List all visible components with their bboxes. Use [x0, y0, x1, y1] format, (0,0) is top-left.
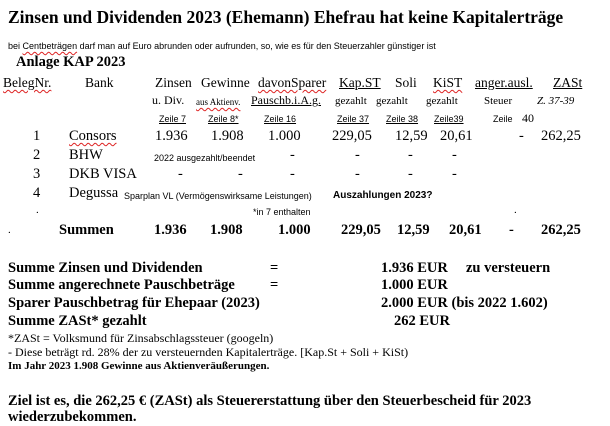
- divider-dot: .: [8, 224, 11, 236]
- summary-value: 262 EUR: [394, 313, 450, 329]
- row-soli: -: [408, 166, 413, 182]
- row-kist: -: [452, 147, 457, 163]
- row-soli: -: [408, 147, 413, 163]
- summary-eq: =: [270, 260, 279, 276]
- row-kapst: -: [355, 166, 360, 182]
- header-davon: davonSparer: [258, 75, 327, 90]
- row-nr: 4: [33, 185, 41, 201]
- header-gewinne-sub: [196, 97, 240, 107]
- divider-dot: .: [514, 204, 517, 216]
- row-kapst: -: [355, 147, 360, 163]
- row-bank: DKB VISA: [69, 166, 137, 182]
- summary-value: 2.000 EUR (bis 2022 1.602): [381, 295, 548, 311]
- footnote-zast: *ZASt = Volksmund für Zinsabschlagssteuer (googeln): [8, 331, 274, 345]
- header-zast: ZASt: [553, 75, 583, 90]
- row-gewinne: 1.908: [211, 128, 244, 144]
- zeile-label: Zeile 8*: [208, 114, 239, 124]
- row-kapst: 229,05: [332, 128, 372, 144]
- row-davon: -: [290, 166, 295, 182]
- header-kist-sub: gezahlt: [426, 95, 458, 107]
- row-zast: 262,25: [541, 128, 581, 144]
- header-anger: anger.ausl.: [475, 75, 533, 90]
- header-davon-sub: Pauschb.i.A.g.: [251, 93, 321, 107]
- note-prefix: bei: [8, 41, 21, 51]
- note-keyword: Centbeträgen: [22, 41, 78, 51]
- summen-kist: 20,61: [449, 222, 482, 238]
- zeile-label: Zeile: [493, 114, 513, 124]
- row-gewinne: -: [238, 166, 243, 182]
- header-belegnr: [3, 75, 51, 91]
- conclusion-line: Ziel ist es, die 262,25 € (ZASt) als Steuererstattung über den Steuerbescheid für 2023: [8, 393, 532, 409]
- row-bank: BHW: [69, 147, 103, 163]
- zeile-label: Zeile 38: [386, 114, 419, 124]
- row-davon: 1.000: [268, 128, 301, 144]
- zeile-label: 40: [522, 111, 534, 125]
- footnote-gains: Im Jahr 2023 1.908 Gewinne aus Aktienveräußerungen.: [8, 360, 270, 372]
- row-bank: Degussa: [69, 185, 119, 201]
- summary-extra: zu versteuern: [466, 260, 551, 276]
- summary-value: 1.936 EUR: [381, 260, 448, 276]
- zeile-label: Zeile 16: [264, 114, 297, 124]
- header-soli: Soli: [395, 75, 417, 90]
- zeile-label: Zeile 7: [159, 114, 187, 124]
- summary-value: 1.000 EUR: [381, 277, 448, 293]
- summary-label: Summe ZASt* gezahlt: [8, 313, 147, 329]
- row-nr: 2: [33, 147, 41, 163]
- row-kist: -: [452, 166, 457, 182]
- note-text: darf man auf Euro abrunden oder aufrunden, so, wie es für den Steuerzahler günstiger ist: [79, 41, 436, 51]
- header-gewinne-sub-label: aus Aktienv.: [196, 97, 241, 107]
- summen-label: Summen: [59, 222, 114, 238]
- row-soli: 12,59: [395, 128, 428, 144]
- summen-davon: 1.000: [278, 222, 311, 238]
- zeile-label: Zeile39: [434, 114, 464, 124]
- header-kapst: Kap.ST: [339, 75, 381, 90]
- section-heading: Anlage KAP 2023: [16, 54, 126, 70]
- header-kist: KiST: [433, 75, 463, 90]
- header-zinsen-sub: u. Div.: [152, 93, 185, 107]
- summary-label: Summe Zinsen und Dividenden: [8, 260, 203, 276]
- row-bank: Consors: [69, 128, 117, 144]
- summen-anger: -: [509, 222, 514, 238]
- row-zinsen: -: [178, 166, 183, 182]
- row-kist: 20,61: [440, 128, 473, 144]
- page-title: Zinsen und Dividenden 2023 (Ehemann) Ehefrau hat keine Kapitalerträge: [8, 7, 564, 27]
- header-zinsen: Zinsen: [155, 75, 192, 90]
- rounding-note: [8, 41, 436, 51]
- divider-dot: .: [36, 204, 39, 216]
- row-davon: -: [290, 147, 295, 163]
- summen-gewinne: 1.908: [210, 222, 243, 238]
- summen-soli: 12,59: [397, 222, 430, 238]
- header-bank: Bank: [85, 75, 114, 90]
- row-note: 2022 ausgezahlt/beendet: [154, 153, 256, 163]
- summen-zinsen: 1.936: [154, 222, 187, 238]
- summary-label: Sparer Pauschbetrag für Ehepaar (2023): [8, 295, 260, 311]
- header-soli-sub: gezahlt: [376, 95, 408, 107]
- footnote-rate: - Diese beträgt rd. 28% der zu versteuernden Kapitalerträge. [Kap.St + Soli + KiSt): [8, 345, 409, 359]
- row-note: Sparplan VL (Vermögenswirksame Leistungen): [124, 191, 312, 201]
- conclusion-line: wiederzubekommen.: [8, 409, 137, 425]
- summen-kapst: 229,05: [341, 222, 381, 238]
- row-note-bold: Auszahlungen 2023?: [333, 190, 433, 201]
- header-kapst-sub: gezahlt: [335, 95, 367, 107]
- row-anger: -: [519, 128, 524, 144]
- summary-label: Summe angerechnete Pauschbeträge: [8, 277, 235, 293]
- row-nr: 3: [33, 166, 41, 182]
- summary-eq: =: [270, 277, 279, 293]
- table-footnote: *in 7 enthalten: [253, 207, 311, 217]
- header-anger-sub: Steuer: [484, 95, 513, 107]
- summen-zast: 262,25: [541, 222, 581, 238]
- header-gewinne: Gewinne: [201, 75, 250, 90]
- row-zinsen: 1.936: [155, 128, 188, 144]
- header-zast-sub: Z. 37-39: [537, 95, 575, 107]
- row-nr: 1: [33, 128, 41, 144]
- header-belegnr-label: BelegNr.: [3, 75, 52, 90]
- zeile-label: Zeile 37: [337, 114, 370, 124]
